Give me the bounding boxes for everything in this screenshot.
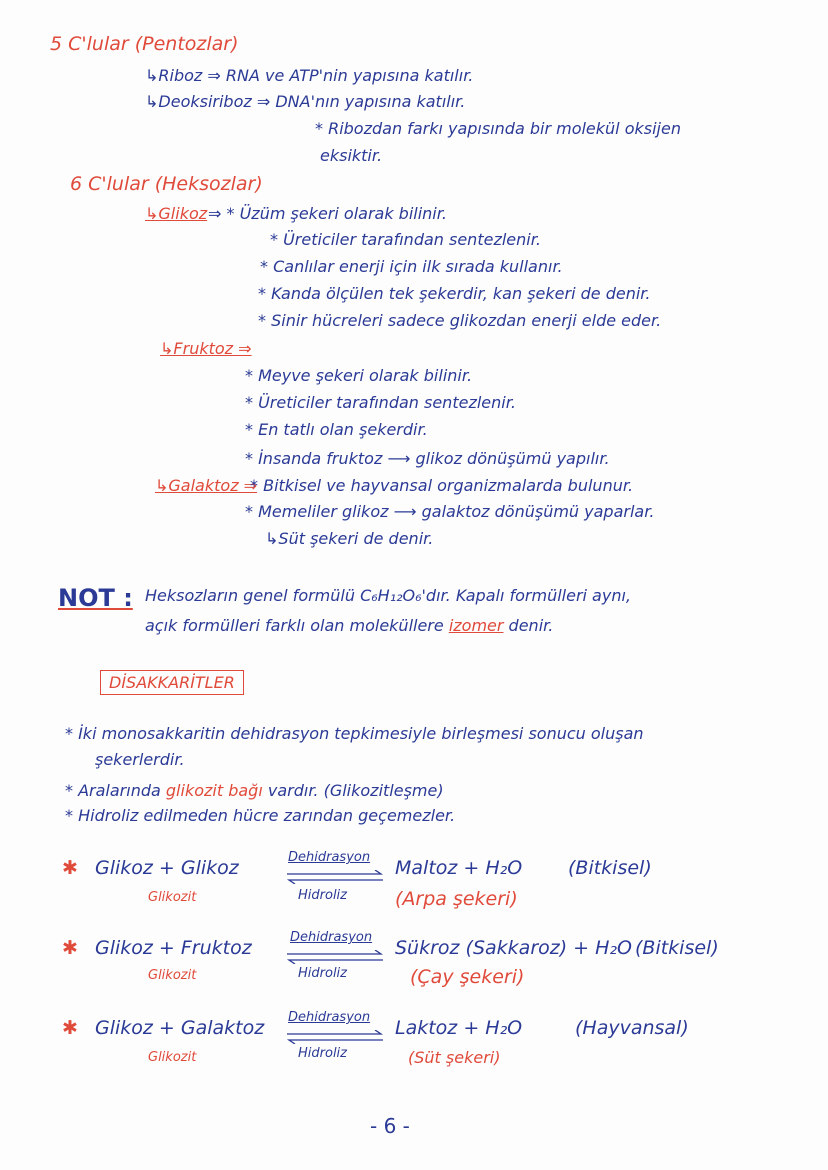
note-line1: Heksozların genel formülü C₆H₁₂O₆'dır. Kapalı formülleri aynı, — [145, 586, 631, 605]
pentoz-note-cont: eksiktir. — [320, 146, 383, 165]
glikoz-fact: * Üreticiler tarafından sentezlenir. — [270, 230, 541, 249]
galaktoz-label: ↳Galaktoz ⇒ — [155, 476, 258, 495]
bond-label: Glikozit — [148, 890, 197, 905]
glikoz-fact: * Kanda ölçülen tek şekerdir, kan şekeri de denir. — [258, 284, 651, 303]
glikoz-label: ↳Glikoz — [145, 204, 208, 223]
disakkarit-p3: * Hidroliz edilmeden hücre zarından geçemezler. — [65, 806, 456, 825]
disakkarit-p1: * İki monosakkaritin dehidrasyon tepkimesiyle birleşmesi sonucu oluşan — [65, 724, 644, 743]
fruktoz-fact: * İnsanda fruktoz ⟶ glikoz dönüşümü yapılır. — [245, 449, 610, 468]
note-line2 — [145, 616, 553, 635]
p2-start: * Aralarında — [65, 781, 161, 800]
p2-end: vardır. (Glikozitleşme) — [267, 781, 444, 800]
equation-right: Laktoz + H₂O — [395, 1017, 523, 1039]
equation-left: Glikoz + Galaktoz — [95, 1017, 265, 1039]
not-label: NOT : — [58, 584, 133, 612]
galaktoz-fact: * Bitkisel ve hayvansal organizmalarda bulunur. — [250, 476, 634, 495]
bond-label: Glikozit — [148, 1050, 197, 1065]
galaktoz-fact: ↳Süt şekeri de denir. — [265, 529, 434, 548]
equation-common-name: (Arpa şekeri) — [395, 888, 518, 910]
equation-type: (Hayvansal) — [575, 1017, 689, 1039]
equation-common-name: (Çay şekeri) — [410, 966, 525, 988]
equation-type: (Bitkisel) — [568, 857, 652, 879]
disakkarit-heading: DİSAKKARİTLER — [100, 670, 244, 695]
bond-label: Glikozit — [148, 968, 197, 983]
equilibrium-arrow-icon — [285, 869, 385, 883]
izomer-term: izomer — [448, 616, 504, 635]
arrow-top-label: Dehidrasyon — [288, 1010, 371, 1025]
disakkarit-p2 — [65, 781, 444, 800]
arrow-top-label: Dehidrasyon — [288, 850, 371, 865]
equation-left: Glikoz + Fruktoz — [95, 937, 252, 959]
arrow-bottom-label: Hidroliz — [298, 1046, 347, 1061]
fruktoz-fact: * Üreticiler tarafından sentezlenir. — [245, 393, 516, 412]
deoksiriboz-line: ↳Deoksiriboz ⇒ DNA'nın yapısına katılır. — [145, 92, 466, 111]
glikoz-fact: * Sinir hücreleri sadece glikozdan enerji elde eder. — [258, 311, 662, 330]
equation-right: Maltoz + H₂O — [395, 857, 523, 879]
arrow-top-label: Dehidrasyon — [290, 930, 373, 945]
heksoz-heading: 6 C'lular (Heksozlar) — [70, 173, 263, 195]
arrow-bottom-label: Hidroliz — [298, 966, 347, 981]
riboz-line: ↳Riboz ⇒ RNA ve ATP'nin yapısına katılır. — [145, 66, 474, 85]
page-number: - 6 - — [370, 1114, 410, 1138]
fruktoz-label: ↳Fruktoz ⇒ — [160, 339, 252, 358]
arrow-bottom-label: Hidroliz — [298, 888, 347, 903]
pentoz-heading: 5 C'lular (Pentozlar) — [50, 33, 239, 55]
fruktoz-fact: * En tatlı olan şekerdir. — [245, 420, 428, 439]
equation-type: (Bitkisel) — [635, 937, 719, 959]
glikozit-bagi-term: glikozit bağı — [165, 781, 263, 800]
equilibrium-arrow-icon — [285, 949, 385, 963]
equilibrium-arrow-icon — [285, 1029, 385, 1043]
equation-right: Sükroz (Sakkaroz) + H₂O — [395, 937, 632, 959]
star-icon: ✱ — [62, 857, 78, 879]
fruktoz-fact: * Meyve şekeri olarak bilinir. — [245, 366, 473, 385]
note-line2-end: denir. — [508, 616, 554, 635]
glikoz-fact: * Canlılar enerji için ilk sırada kullanır. — [260, 257, 563, 276]
note-line2-start: açık formülleri farklı olan moleküllere — [145, 616, 444, 635]
star-icon: ✱ — [62, 937, 78, 959]
galaktoz-fact: * Memeliler glikoz ⟶ galaktoz dönüşümü yaparlar. — [245, 502, 655, 521]
equation-common-name: (Süt şekeri) — [408, 1048, 501, 1067]
glikoz-fact: ⇒ * Üzüm şekeri olarak bilinir. — [208, 204, 447, 223]
disakkarit-p1-cont: şekerlerdir. — [95, 750, 185, 769]
equation-left: Glikoz + Glikoz — [95, 857, 239, 879]
star-icon: ✱ — [62, 1017, 78, 1039]
pentoz-note: * Ribozdan farkı yapısında bir molekül oksijen — [315, 119, 681, 138]
